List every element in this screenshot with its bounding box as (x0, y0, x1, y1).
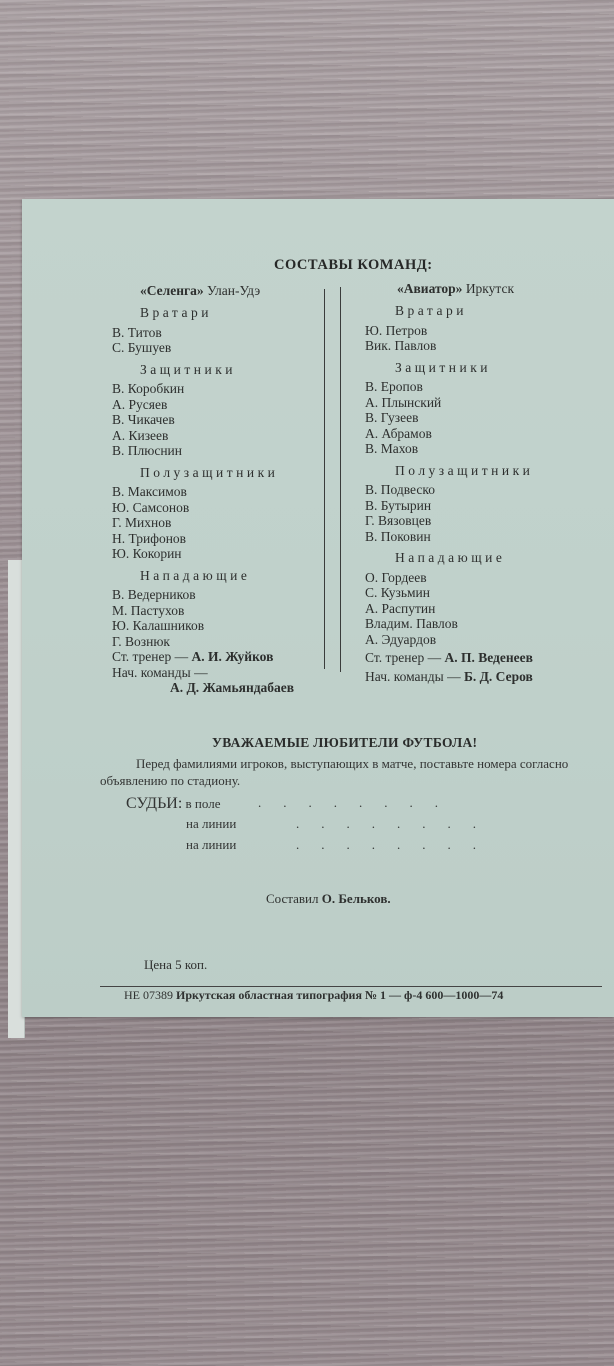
player: Г. Вознюк (112, 633, 170, 649)
section-midfielders-left: Полузащитники (140, 464, 279, 480)
column-divider-right (340, 287, 341, 672)
player: В. Ведерников (112, 587, 196, 602)
column-divider-left (324, 289, 325, 669)
compiled-by (266, 891, 391, 907)
player: М. Пастухов (112, 602, 185, 618)
player: А. Кизеев (112, 427, 169, 443)
player: Вик. Павлов (365, 338, 437, 353)
head-coach-left (112, 649, 352, 665)
compiled-label: Составил (266, 891, 319, 906)
player: В. Плюснин (112, 443, 182, 458)
judge-line2-blank[interactable]: ........ (296, 837, 498, 852)
chief-name: А. Д. Жамьяндабаев (170, 680, 295, 695)
player: В. Бутырин (365, 497, 432, 513)
footer-rule (100, 986, 602, 987)
player: В. Максимов (112, 484, 187, 499)
team-left-lineup (112, 283, 352, 696)
player: Владим. Павлов (365, 616, 458, 631)
section-goalkeepers-right: Вратари (395, 303, 467, 318)
judge-line1-label: на линии (186, 816, 237, 831)
section-forwards-right: Нападающие (395, 550, 506, 565)
head-coach-right (365, 650, 614, 666)
imprint-number: № 1 — ф-4 600—1000—74 (364, 988, 504, 1002)
section-forwards-left: Нападающие (140, 567, 251, 583)
player: В. Еропов (365, 379, 423, 394)
judge-line1-blank[interactable]: ........ (296, 816, 498, 831)
section-goalkeepers-left: Вратари (140, 305, 212, 320)
chief-label: Нач. команды — (112, 664, 208, 680)
player: А. Эдуардов (365, 631, 437, 647)
judge-line2-row (126, 837, 498, 858)
player: Н. Трифонов (112, 530, 187, 546)
player: В. Гузеев (365, 410, 419, 425)
player: А. Абрамов (365, 425, 432, 441)
player: А. Распутин (365, 600, 436, 616)
player: В. Поковин (365, 528, 431, 544)
notice-title: УВАЖАЕМЫЕ ЛЮБИТЕЛИ ФУТБОЛА! (212, 735, 478, 750)
player: С. Кузьмин (365, 585, 430, 600)
coach-label: Ст. тренер — (365, 650, 442, 665)
player: Ю. Самсонов (112, 499, 190, 515)
team-left-name: «Селенга» (140, 283, 204, 298)
coach-name: А. И. Жуйков (191, 649, 274, 664)
player: А. Русяев (112, 396, 168, 412)
judges-label: СУДЬИ: (126, 795, 183, 812)
imprint-code: НЕ 07389 (124, 988, 173, 1002)
coach-name: А. П. Веденеев (444, 650, 533, 665)
judges-block (126, 795, 498, 858)
player: А. Плынский (365, 394, 442, 410)
chief-name: Б. Д. Серов (463, 668, 533, 684)
judge-field-blank[interactable]: ........ (258, 795, 460, 810)
player: Г. Вязовцев (365, 513, 432, 528)
player: Ю. Калашников (112, 618, 205, 633)
judge-field-row (126, 795, 460, 816)
judge-field-label: в поле (185, 796, 221, 811)
player: В. Чикачев (112, 412, 175, 427)
player: Г. Михнов (112, 515, 172, 530)
section-defenders-left: Защитники (140, 361, 237, 377)
judge-line1-row (126, 816, 498, 837)
notice-text: Перед фамилиями игроков, выступающих в матче, поставьте номера согласно объявлению по стадиону. (100, 756, 569, 788)
section-midfielders-right: Полузащитники (395, 462, 534, 478)
player: С. Бушуев (112, 340, 172, 355)
coach-label: Ст. тренер — (112, 649, 189, 664)
team-left-header (112, 283, 352, 299)
price: Цена 5 коп. (144, 957, 208, 972)
imprint-text: Иркутская областная типография (176, 988, 362, 1002)
printer-imprint (124, 988, 503, 1003)
chief-label: Нач. команды — (365, 668, 461, 684)
team-right-header (365, 281, 614, 297)
team-chief-left (112, 665, 352, 681)
team-right-city: Иркутск (465, 281, 515, 296)
player: О. Гордеев (365, 569, 427, 585)
player: В. Титов (112, 324, 162, 340)
player: В. Махов (365, 441, 419, 456)
team-left-city: Улан-Удэ (207, 283, 261, 298)
player: В. Подвеско (365, 482, 435, 497)
section-defenders-right: Защитники (395, 359, 492, 375)
player: Ю. Петров (365, 322, 428, 338)
judge-line2-label: на линии (186, 837, 237, 852)
match-program-page (22, 199, 614, 1017)
team-right-lineup (365, 281, 614, 684)
player: В. Коробкин (112, 381, 185, 396)
page-title: СОСТАВЫ КОМАНД: (274, 257, 433, 273)
team-chief-right (365, 669, 614, 685)
player: Ю. Кокорин (112, 546, 182, 561)
team-right-name: «Авиатор» (397, 281, 463, 296)
team-chief-left-name-row (112, 680, 352, 696)
compiled-name: О. Бельков. (321, 891, 391, 906)
